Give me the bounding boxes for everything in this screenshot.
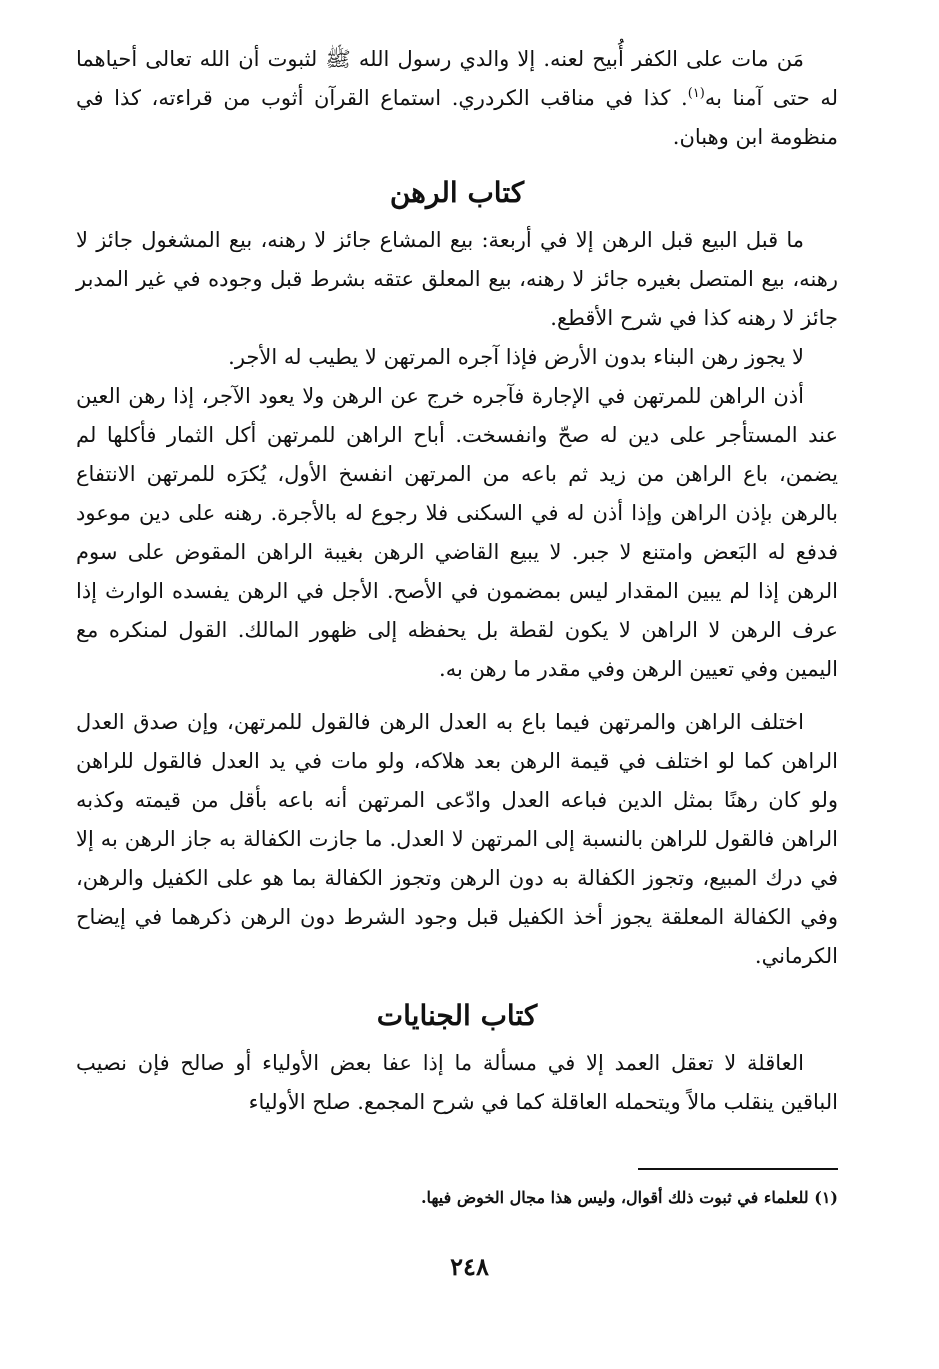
footnote-text: للعلماء في ثبوت ذلك أقوال، وليس هذا مجال الخوض فيها. <box>420 1188 809 1207</box>
rahn-paragraph-2: لا يجوز رهن البناء بدون الأرض فإذا آجره المرتهن لا يطيب له الأجر. <box>228 345 804 369</box>
jinayat-paragraph-1: العاقلة لا تعقل العمد إلا في مسألة ما إذا عفا بعض الأولياء أو صالح فإن نصيب الباقين ينقلب مالاً ويتحمله العاقلة كما في شرح المجمع. صلح الأولياء <box>76 1051 838 1114</box>
footnote-marker: (١) <box>814 1188 838 1207</box>
rahn-paragraph-4: اختلف الراهن والمرتهن فيما باع به العدل الرهن فالقول للمرتهن، وإن صدق العدل الراهن كما لو اختلف في قيمة الرهن بعد هلاكه، ولو مات في يد العدل فالقول للراهن ولو كان رهنًا بمثل الدين فباعه العدل وادّعى المرتهن أنه باعه بأقل من قيمته وكذبه الراهن فالقول للراهن بالنسبة إلى المرتهن لا العدل. ما جازت الكفالة به جاز الرهن به إلا في درك المبيع، وتجوز الكفالة به دون الرهن وتجوز الكفالة بما هو على الكفيل والرهن، وفي الكفالة المعلقة يجوز أخذ الكفيل قبل وجود الشرط دون الرهن ذكرهما في إيضاح الكرماني. <box>76 710 838 968</box>
intro-paragraph <box>76 40 838 157</box>
page-body <box>76 40 838 1122</box>
intro-text: مَن مات على الكفر أُبيح لعنه. إلا والدي رسول الله ﷺ لثبوت أن الله تعالى أحياهما له حتى آمنا به <box>76 47 838 110</box>
footnote <box>76 1184 838 1212</box>
rahn-paragraph-3: أذن الراهن للمرتهن في الإجارة فآجره خرج عن الرهن ولا يعود الآجر، إذا رهن العين عند المستأجر على دين له صحّ وانفسخت. أباح الراهن للمرتهن أكل الثمار فأكلها لم يضمن، باع الراهن من زيد ثم باعه من المرتهن انفسخ الأول، يُكرَه للمرتهن الانتفاع بالرهن بإذن الراهن وإذا أذن له في السكنى فلا رجوع له بالأجرة. رهنه على دين موعود فدفع له البَعض وامتنع لا جبر. لا يبيع القاضي الرهن بغيبة الراهن المقوض على سوم الرهن إذا لم يبين المقدار ليس بمضمون في الأصح. الأجل في الرهن يفسده الوارث إذا عرف الرهن لا الراهن لا يكون لقطة بل يحفظه إلى ظهور المالك. القول لمنكره مع اليمين وفي تعيين الرهن وفي مقدر ما رهن به. <box>76 384 838 681</box>
section-title-jinayat: كتاب الجنايات <box>376 999 538 1032</box>
intro-text-after: . كذا في مناقب الكردري. استماع القرآن أثوب من قراءته، كذا في منظومة ابن وهبان. <box>76 86 838 149</box>
rahn-paragraph-1: ما قبل البيع قبل الرهن إلا في أربعة: بيع المشاع جائز لا رهنه، بيع المشغول جائز لا رهنه، بيع المتصل بغيره جائز لا رهنه، بيع المعلق عتقه بشرط قبل وجوده في غير المدبر جائز لا رهنه كذا في شرح الأقطع. <box>76 228 838 330</box>
footnote-reference[interactable]: (١) <box>687 86 705 101</box>
page-number: ٢٤٨ <box>450 1252 489 1281</box>
section-title-rahn: كتاب الرهن <box>389 176 525 209</box>
footnote-divider <box>638 1168 838 1170</box>
